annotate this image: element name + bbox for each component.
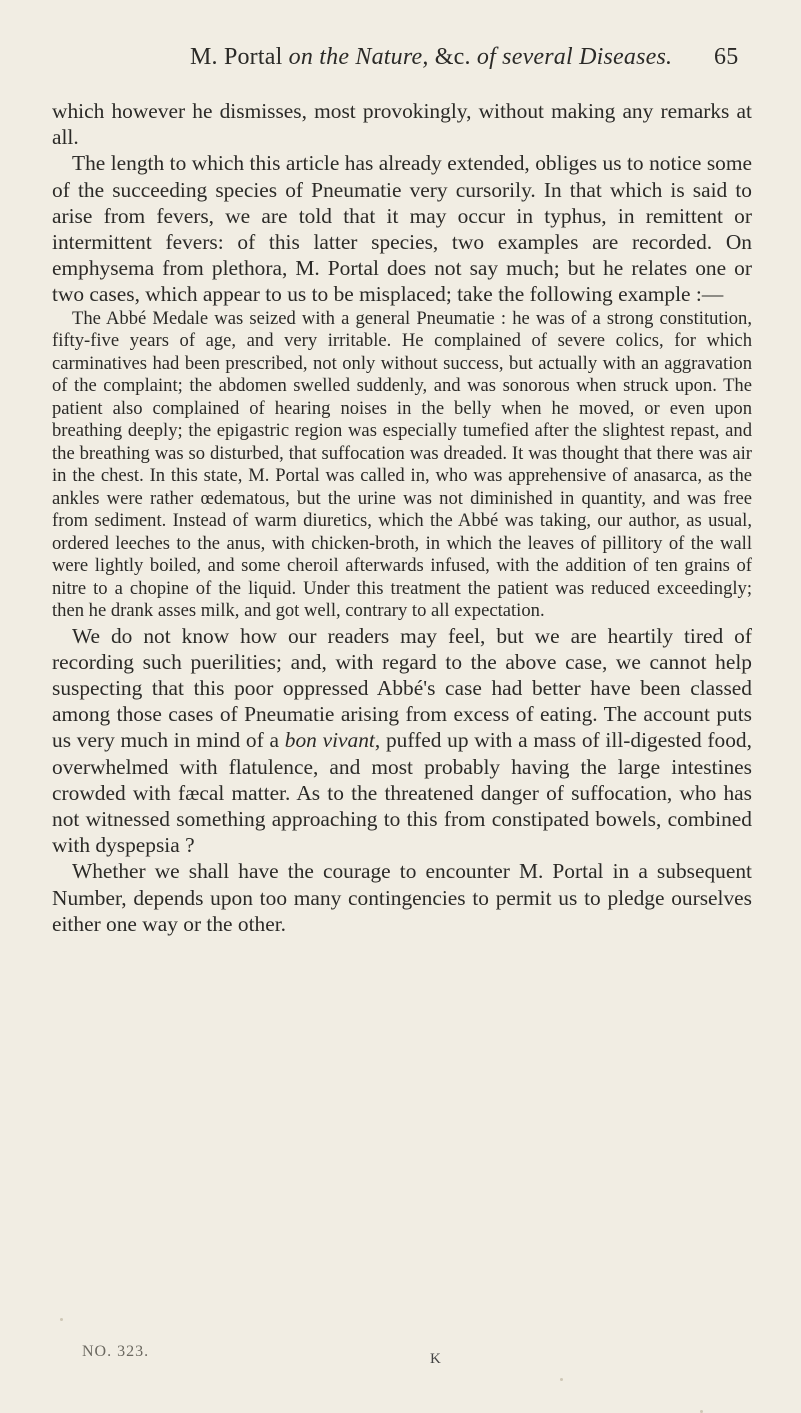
paragraph-3-part-a: We do not know how our readers may feel, but we are heartily tired of recording such puerilities; and, with regard to the above case, we cannot help suspecting that this poor oppressed Abbé's case had better have been classed among those cases of Pneumatie arising from excess of eating. The account puts us very much in mind of a (52, 623, 752, 753)
page-number: 65 (714, 44, 739, 70)
header-title-part-1: on the Nature, (288, 44, 429, 70)
issue-number: NO. 323. (82, 1343, 150, 1360)
paragraph-3 (52, 623, 752, 859)
header-title-part-2: &c. (434, 44, 471, 70)
paragraph-3-part-b: , puffed up with a mass of ill-digested food, overwhelmed with flatulence, and most probably having the large intestines crowded with fæcal matter. As to the threatened danger of suffocation, who has not witnessed something approaching to this from constipated bowels, combined with dyspepsia ? (52, 728, 752, 858)
header-title (190, 44, 672, 71)
paragraph-1: which however he dismisses, most provokingly, without making any remarks at all. (52, 99, 752, 150)
body-text (52, 98, 752, 937)
quoted-case: The Abbé Medale was seized with a general Pneumatie : he was of a strong constitution, fifty-five years of age, and very irritable. He complained of severe colics, for which carminatives had been prescribed, not only without success, but actually with an aggravation of the complaint; the abdomen swelled suddenly, and was sonorous when struck upon. The patient also complained of hearing noises in the belly when he moved, or even upon breathing deeply; the epigastric region was especially tumefied after the slightest repast, and the breathing was so disturbed, that suffocation was dreaded. It was thought that there was air in the chest. In this state, M. Portal was called in, who was apprehensive of anasarca, as the ankles were rather œdematous, but the urine was not diminished in quantity, and was free from sediment. Instead of warm diuretics, which the Abbé was taking, our author, as usual, ordered leeches to the anus, with chicken-broth, in which the leaves of pillitory of the wall were lightly boiled, and some cheroil afterwards infused, with the addition of ten grains of nitre to a chopine of the liquid. Under this treatment the patient was reduced exceedingly; then he drank asses milk, and got well, contrary to all expectation. (52, 307, 752, 622)
header-title-part-3: of several Diseases. (476, 44, 673, 70)
paragraph-2: The length to which this article has already extended, obliges us to notice some of the succeeding species of Pneumatie very cursorily. In that which is said to arise from fevers, we are told that it may occur in typhus, in remittent or intermittent fevers: of this latter species, two examples are recorded. On emphysema from plethora, M. Portal does not say much; but he relates one or two cases, which appear to us to be misplaced; take the following example :— (52, 151, 752, 307)
signature-mark: K (430, 1351, 441, 1367)
paragraph-4: Whether we shall have the courage to encounter M. Portal in a subsequent Number, depends upon too many contingencies to permit us to pledge ourselves either one way or the other. (52, 859, 752, 936)
paragraph-3-italic: bon vivant (284, 728, 375, 753)
paper-speck (60, 1318, 63, 1321)
paper-speck (560, 1378, 563, 1381)
header-author: M. Portal (190, 44, 283, 70)
